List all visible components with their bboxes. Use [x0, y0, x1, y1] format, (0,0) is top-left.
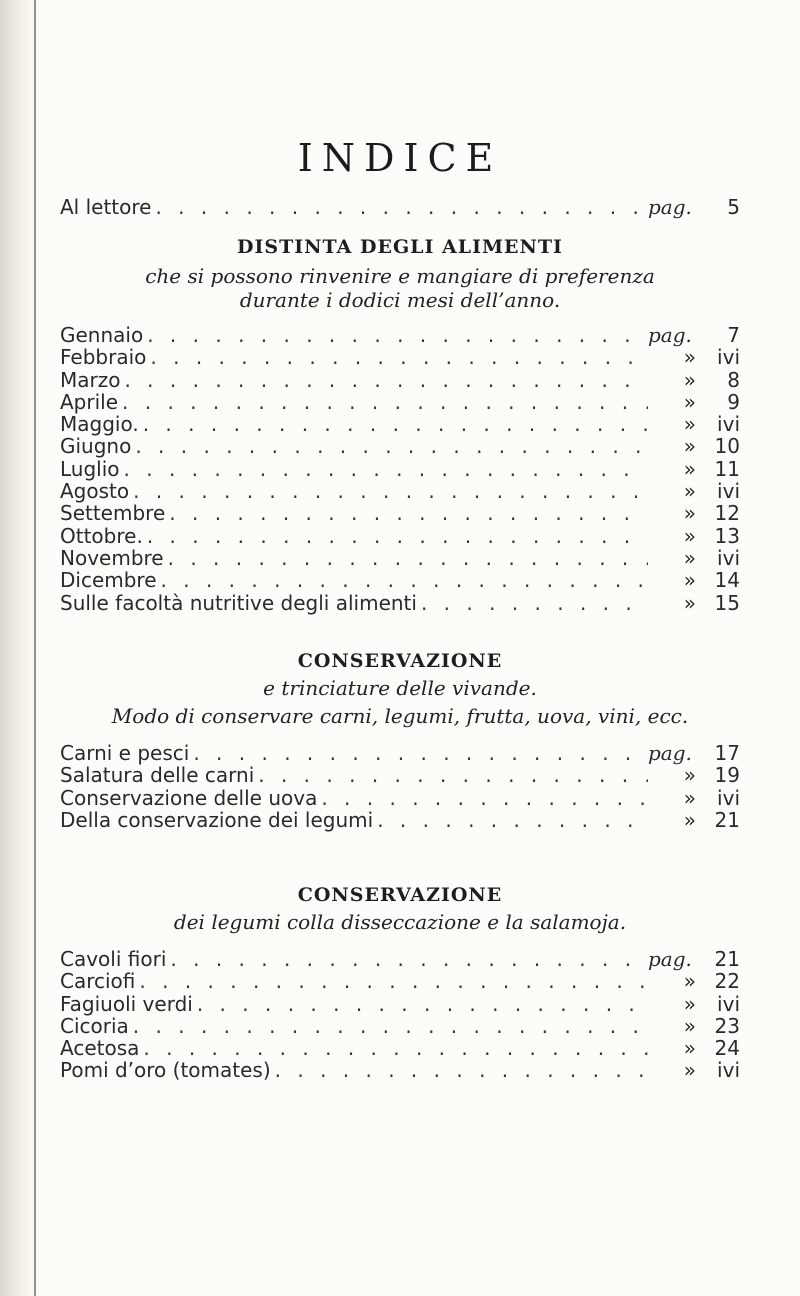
toc-label: Febbraio: [60, 345, 147, 370]
dot-leader: [165, 502, 648, 524]
toc-row[interactable]: [60, 502, 740, 524]
toc-label: Salatura delle carni: [60, 763, 255, 788]
toc-ref: [648, 346, 740, 368]
toc-label: Della conservazione dei legumi: [60, 807, 374, 832]
toc-ref: [648, 742, 740, 764]
toc-page: 12: [714, 501, 740, 526]
toc-label: Novembre: [60, 545, 164, 570]
toc-prefix: »: [683, 590, 696, 615]
toc-label: Luglio: [60, 456, 120, 481]
section-subtitle: dei legumi colla disseccazione e la salamoja.: [173, 910, 627, 934]
dot-leader: [139, 1037, 648, 1059]
intro-entry: [60, 196, 740, 218]
toc-prefix: pag.: [648, 741, 692, 765]
dot-leader: [254, 764, 648, 786]
toc-ref: [648, 324, 740, 346]
toc-page: 15: [714, 590, 740, 615]
toc-page: 8: [727, 367, 740, 392]
toc-row[interactable]: [60, 480, 740, 502]
section-subtitle: e trinciature delle vivande.: [263, 676, 537, 700]
toc-ref: [648, 948, 740, 970]
toc-label: Gennaio: [60, 323, 144, 347]
toc-prefix: »: [683, 412, 696, 437]
toc-row[interactable]: [60, 458, 740, 480]
toc-page: 22: [714, 969, 740, 994]
toc-label: Cicoria: [60, 1013, 129, 1038]
section-distinta: [60, 236, 740, 614]
toc-ref: [648, 196, 740, 218]
dot-leader: [157, 569, 648, 591]
toc-ref: [648, 809, 740, 831]
toc-label: Sulle facoltà nutritive degli alimenti: [60, 590, 417, 615]
toc-label: Ottobre.: [60, 523, 143, 548]
toc-page: 21: [714, 947, 740, 971]
dot-leader: [317, 787, 648, 809]
section-subtitle: che si possono rinvenire e mangiare di preferenza: [145, 264, 655, 288]
toc-label: Marzo: [60, 367, 121, 392]
dot-leader: [143, 324, 648, 346]
dot-leader: [118, 391, 648, 413]
toc-label: Dicembre: [60, 568, 157, 593]
toc-ref: [648, 1059, 740, 1081]
toc-row[interactable]: [60, 547, 740, 569]
dot-leader: [164, 547, 648, 569]
toc-label: Aprile: [60, 389, 119, 414]
toc-row[interactable]: [60, 1015, 740, 1037]
toc-prefix: »: [683, 367, 696, 392]
dot-leader: [189, 742, 648, 764]
toc-page: ivi: [717, 991, 740, 1016]
toc-prefix: »: [683, 969, 696, 994]
toc-prefix: »: [683, 523, 696, 548]
toc-row[interactable]: [60, 391, 740, 413]
toc-page: 19: [714, 763, 740, 788]
toc-prefix: pag.: [648, 947, 692, 971]
toc-prefix: »: [683, 479, 696, 504]
toc-page: ivi: [717, 1058, 740, 1083]
toc-ref: [648, 525, 740, 547]
dot-leader: [129, 480, 648, 502]
toc-list: [60, 948, 740, 1082]
toc-page: 14: [714, 568, 740, 593]
toc-prefix: pag.: [648, 195, 692, 219]
dot-leader: [151, 196, 648, 218]
toc-label: Al lettore: [60, 195, 152, 219]
toc-ref: [648, 569, 740, 591]
toc-prefix: »: [683, 1058, 696, 1083]
toc-label: Acetosa: [60, 1036, 140, 1061]
toc-row[interactable]: [60, 948, 740, 970]
toc-list: [60, 742, 740, 831]
toc-page: 7: [727, 323, 740, 347]
section-subtitle: durante i dodici mesi dell’anno.: [239, 288, 561, 312]
toc-row[interactable]: [60, 993, 740, 1015]
toc-row[interactable]: [60, 742, 740, 764]
toc-ref: [648, 993, 740, 1015]
toc-label: Settembre: [60, 501, 166, 526]
dot-leader: [139, 413, 648, 435]
toc-page: ivi: [717, 345, 740, 370]
section-heading: DISTINTA DEGLI ALIMENTI: [237, 236, 563, 258]
section-conservazione-legumi: [60, 884, 740, 1082]
toc-ref: [648, 592, 740, 614]
toc-label: Fagiuoli verdi: [60, 991, 193, 1016]
toc-ref: [648, 391, 740, 413]
toc-page: 9: [727, 389, 740, 414]
toc-row[interactable]: [60, 569, 740, 591]
toc-ref: [648, 1015, 740, 1037]
toc-page: 10: [714, 434, 740, 459]
toc-page: 5: [727, 195, 740, 219]
toc-ref: [648, 787, 740, 809]
toc-label: Carni e pesci: [60, 741, 190, 765]
toc-page: ivi: [717, 412, 740, 437]
toc-page: 11: [714, 456, 740, 481]
toc-page: 17: [714, 741, 740, 765]
toc-page: 24: [714, 1036, 740, 1061]
toc-row[interactable]: [60, 196, 740, 218]
toc-ref: [648, 435, 740, 457]
dot-leader: [131, 435, 648, 457]
toc-list: [60, 324, 740, 614]
toc-page: ivi: [717, 785, 740, 810]
dot-leader: [146, 346, 648, 368]
section-heading: CONSERVAZIONE: [297, 884, 503, 906]
toc-page: ivi: [717, 545, 740, 570]
toc-ref: [648, 970, 740, 992]
toc-label: Cavoli fiori: [60, 947, 167, 971]
toc-ref: [648, 413, 740, 435]
dot-leader: [417, 592, 648, 614]
toc-row[interactable]: [60, 764, 740, 786]
toc-row[interactable]: [60, 809, 740, 831]
toc-prefix: »: [683, 1013, 696, 1038]
toc-ref: [648, 547, 740, 569]
toc-row[interactable]: [60, 787, 740, 809]
toc-prefix: »: [683, 807, 696, 832]
toc-prefix: »: [683, 345, 696, 370]
page-title: INDICE: [297, 136, 503, 180]
toc-ref: [648, 458, 740, 480]
toc-row[interactable]: [60, 413, 740, 435]
toc-prefix: »: [683, 763, 696, 788]
toc-prefix: »: [683, 501, 696, 526]
toc-label: Pomi d’oro (tomates): [60, 1058, 271, 1083]
toc-prefix: »: [683, 456, 696, 481]
toc-row[interactable]: [60, 1059, 740, 1081]
toc-ref: [648, 502, 740, 524]
toc-page: 21: [714, 807, 740, 832]
toc-prefix: »: [683, 545, 696, 570]
toc-label: Carciofi: [60, 969, 136, 994]
toc-prefix: »: [683, 991, 696, 1016]
section-conservazione: [60, 650, 740, 831]
toc-prefix: »: [683, 434, 696, 459]
dot-leader: [120, 458, 648, 480]
dot-leader: [135, 970, 648, 992]
toc-row[interactable]: [60, 324, 740, 346]
toc-row[interactable]: [60, 592, 740, 614]
toc-label: Agosto: [60, 479, 130, 504]
toc-label: Conservazione delle uova: [60, 785, 318, 810]
toc-row[interactable]: [60, 525, 740, 547]
toc-row[interactable]: [60, 970, 740, 992]
dot-leader: [120, 369, 648, 391]
dot-leader: [166, 948, 648, 970]
toc-page: 13: [714, 523, 740, 548]
toc-ref: [648, 764, 740, 786]
section-heading: CONSERVAZIONE: [297, 650, 503, 672]
dot-leader: [373, 809, 648, 831]
page-binding-edge: [0, 0, 36, 1296]
toc-row[interactable]: [60, 1037, 740, 1059]
toc-label: Maggio.: [60, 412, 139, 437]
toc-page: 23: [714, 1013, 740, 1038]
dot-leader: [271, 1059, 648, 1081]
toc-row[interactable]: [60, 346, 740, 368]
dot-leader: [193, 993, 648, 1015]
toc-ref: [648, 480, 740, 502]
toc-prefix: »: [683, 1036, 696, 1061]
dot-leader: [143, 525, 648, 547]
section-subtitle: Modo di conservare carni, legumi, frutta, uova, vini, ecc.: [111, 704, 689, 728]
toc-prefix: pag.: [648, 323, 692, 347]
dot-leader: [129, 1015, 648, 1037]
toc-row[interactable]: [60, 369, 740, 391]
toc-page: ivi: [717, 479, 740, 504]
toc-prefix: »: [683, 785, 696, 810]
toc-ref: [648, 369, 740, 391]
toc-prefix: »: [683, 568, 696, 593]
toc-label: Giugno: [60, 434, 132, 459]
toc-prefix: »: [683, 389, 696, 414]
toc-ref: [648, 1037, 740, 1059]
toc-row[interactable]: [60, 435, 740, 457]
